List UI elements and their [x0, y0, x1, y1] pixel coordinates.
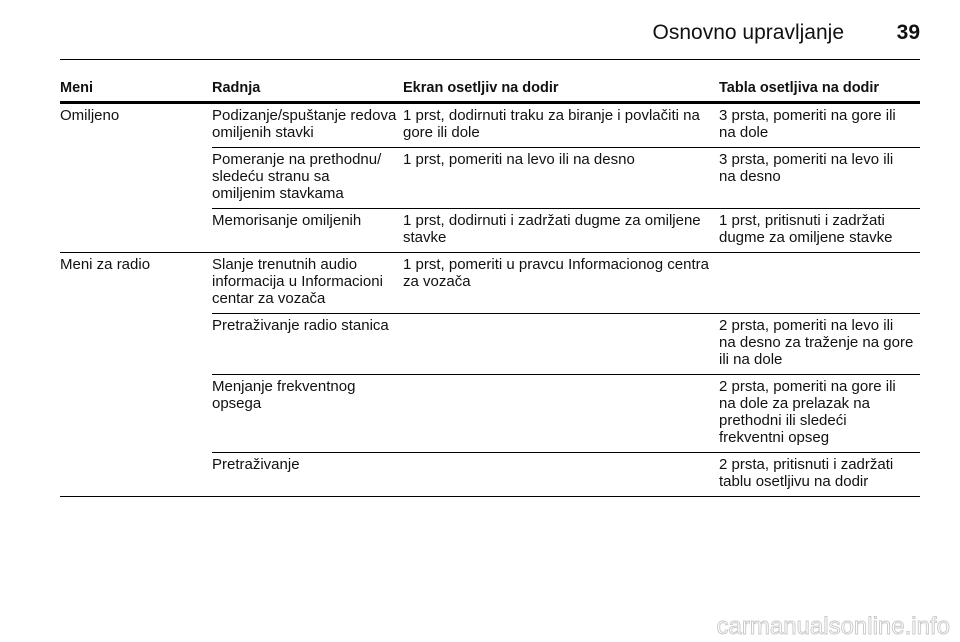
- page-header: [60, 18, 920, 50]
- touchpad-cell: 2 prsta, pomeriti na gore ili na dole za prelazak na prethodni ili sledeći frekventni opseg: [719, 375, 920, 453]
- menu-cell: Meni za radio: [60, 253, 212, 497]
- header-rule: [60, 59, 920, 60]
- header-title: Osnovno upravljanje: [652, 21, 844, 44]
- touchpad-cell: 1 prst, pritisnuti i zadržati dugme za omiljene stavke: [719, 209, 920, 253]
- watermark: [662, 612, 952, 642]
- page-number: 39: [896, 21, 920, 44]
- touchscreen-cell: [403, 453, 719, 497]
- action-cell: Menjanje frekventnog opsega: [212, 375, 403, 453]
- menu-cell: Omiljeno: [60, 103, 212, 253]
- action-cell: Pretraživanje radio stanica: [212, 314, 403, 375]
- action-cell: Slanje trenutnih audio informacija u Informacioni centar za vozača: [212, 253, 403, 314]
- touchpad-cell: 2 prsta, pomeriti na levo ili na desno za traženje na gore ili na dole: [719, 314, 920, 375]
- table-row: [60, 103, 920, 148]
- touchpad-cell: 2 prsta, pritisnuti i zadržati tablu osetljivu na dodir: [719, 453, 920, 497]
- action-cell: Podizanje/spuštanje redova omiljenih stavki: [212, 103, 403, 148]
- column-header-touchscreen: Ekran osetljiv na dodir: [403, 79, 719, 103]
- column-header-touchpad: Tabla osetljiva na dodir: [719, 79, 920, 103]
- action-cell: Pomeranje na prethodnu/ sledeću stranu sa omiljenim stavkama: [212, 148, 403, 209]
- action-cell: Pretraživanje: [212, 453, 403, 497]
- touchscreen-cell: [403, 375, 719, 453]
- column-header-action: Radnja: [212, 79, 403, 103]
- touchscreen-cell: [403, 314, 719, 375]
- column-header-menu: Meni: [60, 79, 212, 103]
- touchpad-cell: [719, 253, 920, 314]
- watermark-text: carmanualsonline.info: [716, 613, 950, 640]
- controls-table: [60, 79, 920, 497]
- touchscreen-cell: 1 prst, pomeriti na levo ili na desno: [403, 148, 719, 209]
- table-row: [60, 253, 920, 314]
- table-header-row: [60, 79, 920, 103]
- touchpad-cell: 3 prsta, pomeriti na gore ili na dole: [719, 103, 920, 148]
- touchscreen-cell: 1 prst, dodirnuti i zadržati dugme za omiljene stavke: [403, 209, 719, 253]
- touchpad-cell: 3 prsta, pomeriti na levo ili na desno: [719, 148, 920, 209]
- touchscreen-cell: 1 prst, dodirnuti traku za biranje i povlačiti na gore ili dole: [403, 103, 719, 148]
- touchscreen-cell: 1 prst, pomeriti u pravcu Informacionog centra za vozača: [403, 253, 719, 314]
- action-cell: Memorisanje omiljenih: [212, 209, 403, 253]
